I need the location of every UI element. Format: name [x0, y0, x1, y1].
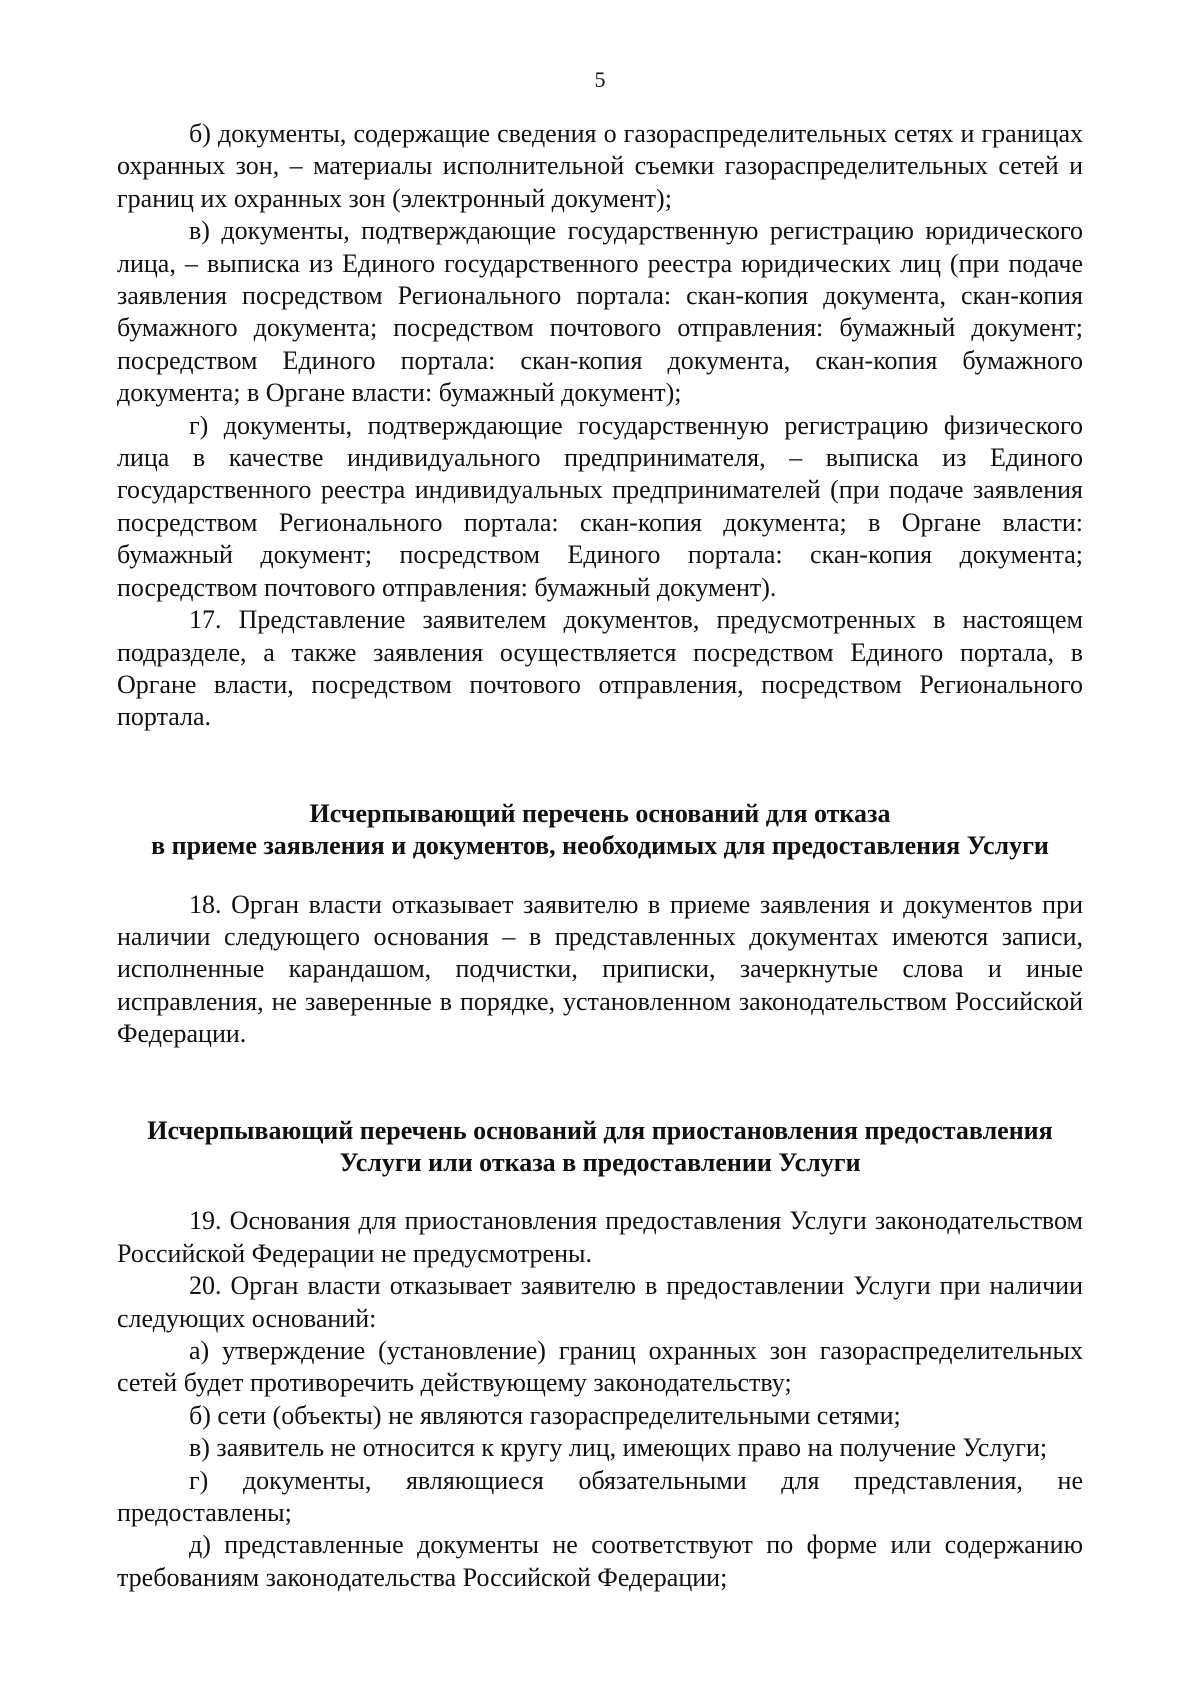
- heading-spacer: [117, 1179, 1083, 1205]
- section-refusal-acceptance: [117, 798, 1083, 1051]
- heading-line: Услуги или отказа в предоставлении Услуги: [339, 1147, 861, 1177]
- paragraph-19: 19. Основания для приостановления предоставления Услуги законодательством Российской Федерации не предусмотрены.: [117, 1206, 1083, 1268]
- paragraph-20-d: д) представленные документы не соответствуют по форме или содержанию требованиям законодательства Российской Федерации;: [117, 1530, 1083, 1592]
- document-body: [117, 118, 1083, 1594]
- paragraph-20-b: б) сети (объекты) не являются газораспределительными сетями;: [189, 1400, 901, 1430]
- section-spacer: [117, 1051, 1083, 1115]
- section-continuation: [117, 118, 1083, 734]
- paragraph-17: 17. Представление заявителем документов, предусмотренных в настоящем подразделе, а также заявления осуществляется посредством Единого портала, в Органе власти, посредством почтового отправления, посредством Регионального портала.: [117, 605, 1083, 732]
- section-heading-refusal-acceptance: [117, 798, 1083, 863]
- paragraph-20: 20. Орган власти отказывает заявителю в предоставлении Услуги при наличии следующих оснований:: [117, 1271, 1083, 1333]
- paragraph-20-g: г) документы, являющиеся обязательными для представления, не предоставлены;: [117, 1465, 1083, 1528]
- heading-spacer: [117, 863, 1083, 889]
- paragraph-18: 18. Орган власти отказывает заявителю в приеме заявления и документов при наличии следующего основания – в представленных документах имеются записи, исполненные карандашом, подчистки, приписки, зачеркнутые слова и иные исправления, не заверенные в порядке, установленном законодательством Российской Федерации.: [117, 889, 1083, 1049]
- paragraph-v-legal-entity: в) документы, подтверждающие государственную регистрацию юридического лица, – выписка из Единого государственного реестра юридических лиц (при подаче заявления посредством Регионального портала: скан-копия документа, скан-копия бумажного документа; посредством почтового отправления: бумажный документ; посредством Единого портала: скан-копия документа, скан-копия бумажного документа; в Органе власти: бумажный документ);: [117, 216, 1083, 408]
- section-heading-suspension-refusal: [117, 1115, 1083, 1180]
- heading-line: в приеме заявления и документов, необходимых для предоставления Услуги: [151, 831, 1049, 861]
- section-spacer: [117, 734, 1083, 798]
- paragraph-b-gas-networks: б) документы, содержащие сведения о газораспределительных сетях и границах охранных зон, – материалы исполнительной съемки газораспределительных сетей и границ их охранных зон (электронный документ);: [117, 119, 1083, 213]
- section-suspension-refusal: [117, 1115, 1083, 1595]
- page-number: 5: [594, 67, 606, 92]
- paragraph-g-entrepreneur: г) документы, подтверждающие государственную регистрацию физического лица в качестве индивидуального предпринимателя, – выписка из Единого государственного реестра индивидуальных предпринимателей (при подаче заявления посредством Регионального портала: скан-копия документа; в Органе власти: бумажный документ; посредством Единого портала: скан-копия документа; посредством почтового отправления: бумажный документ).: [117, 410, 1083, 602]
- heading-line: Исчерпывающий перечень оснований для отказа: [309, 798, 891, 828]
- paragraph-20-v: в) заявитель не относится к кругу лиц, имеющих право на получение Услуги;: [189, 1433, 1048, 1463]
- paragraph-20-a: а) утверждение (установление) границ охранных зон газораспределительных сетей будет противоречить действующему законодательству;: [117, 1336, 1083, 1398]
- heading-line: Исчерпывающий перечень оснований для приостановления предоставления: [147, 1115, 1053, 1145]
